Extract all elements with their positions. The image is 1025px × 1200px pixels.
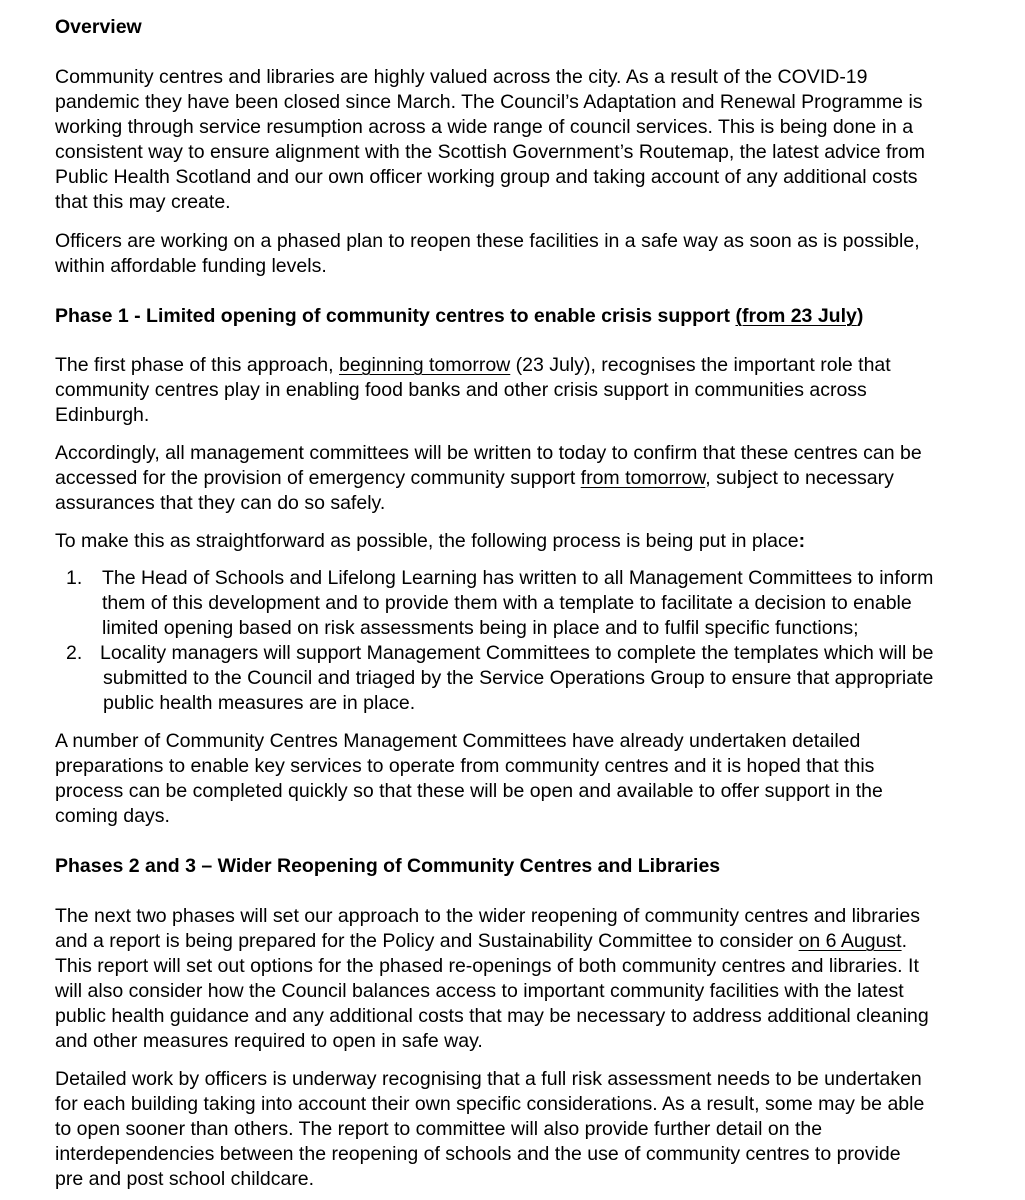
text-line: will also consider how the Council balances access to important community facilities with the latest (55, 980, 904, 1002)
text-line: pre and post school childcare. (55, 1168, 315, 1190)
text-line: that this may create. (55, 191, 231, 213)
text-line: process can be completed quickly so that these will be open and available to offer support in the (55, 780, 883, 802)
text-line: limited opening based on risk assessments being in place and to fulfil specific functions; (102, 617, 859, 639)
overview-paragraph-1 (55, 65, 985, 215)
heading-line (55, 304, 985, 329)
colon: : (798, 530, 806, 552)
phase23-heading-text: Phases 2 and 3 – Wider Reopening of Community Centres and Libraries (55, 855, 721, 877)
phase1-paragraph-2 (55, 441, 985, 516)
overview-heading (55, 15, 985, 40)
phase1-paragraph-4 (55, 729, 985, 829)
text-line: Public Health Scotland and our own officer working group and taking account of any additional costs (55, 166, 918, 188)
text-span: (23 July), recognises the important role that (510, 354, 891, 376)
text-line: and other measures required to open in safe way. (55, 1030, 483, 1052)
text-span: , subject to necessary (705, 467, 894, 489)
text-line: Accordingly, all management committees will be written to today to confirm that these centres can be (55, 442, 922, 464)
text-line: Detailed work by officers is underway recognising that a full risk assessment needs to be undertaken (55, 1068, 922, 1090)
phase1-paragraph-3 (55, 529, 985, 554)
text-line (55, 929, 985, 954)
text-line: A number of Community Centres Management Committees have already undertaken detailed (55, 730, 861, 752)
text-line: within affordable funding levels. (55, 255, 327, 277)
text-line: for each building taking into account their own specific considerations. As a result, some may be able (55, 1093, 925, 1115)
text-line: them of this development and to provide them with a template to facilitate a decision to enable (102, 592, 912, 614)
text-line (55, 529, 985, 554)
text-line: public health guidance and any additional costs that may be necessary to address additional cleaning (55, 1005, 929, 1027)
list-item (55, 641, 985, 716)
underlined-text: from tomorrow (580, 467, 706, 489)
phase1-paragraph-1 (55, 353, 985, 428)
phase1-heading (55, 304, 985, 329)
text-line: Locality managers will support Management Committees to complete the templates which will be (100, 642, 934, 664)
text-span: To make this as straightforward as possible, the following process is being put in place (55, 530, 799, 552)
text-line (55, 353, 985, 378)
overview-heading-text: Overview (55, 16, 142, 38)
text-line: Edinburgh. (55, 404, 150, 426)
text-line: interdependencies between the reopening of schools and the use of community centres to provide (55, 1143, 901, 1165)
text-span: . (901, 930, 908, 952)
text-line: Officers are working on a phased plan to reopen these facilities in a safe way as soon as is possible, (55, 230, 920, 252)
text-line: preparations to enable key services to operate from community centres and it is hoped that this (55, 755, 875, 777)
text-line: The Head of Schools and Lifelong Learning has written to all Management Committees to inform (102, 567, 934, 589)
phase23-paragraph-1 (55, 904, 985, 1054)
text-line: to open sooner than others. The report to committee will also provide further detail on the (55, 1118, 823, 1140)
heading-text: ) (856, 305, 864, 327)
list-number: 2. (66, 642, 83, 664)
text-line: The next two phases will set our approach to the wider reopening of community centres and libraries (55, 905, 920, 927)
list-item (55, 566, 985, 641)
text-line: public health measures are in place. (103, 692, 416, 714)
phase23-heading (55, 854, 985, 879)
text-line: coming days. (55, 805, 170, 827)
underlined-text: on 6 August (798, 930, 902, 952)
text-line: This report will set out options for the phased re-openings of both community centres and libraries. It (55, 955, 919, 977)
text-line: pandemic they have been closed since March. The Council’s Adaptation and Renewal Programme is (55, 91, 923, 113)
text-line: Community centres and libraries are highly valued across the city. As a result of the COVID-19 (55, 66, 868, 88)
heading-date-underlined: (from 23 July (735, 305, 857, 327)
text-span: accessed for the provision of emergency community support (55, 467, 581, 489)
list-item-text (102, 566, 982, 641)
underlined-text: beginning tomorrow (339, 354, 511, 376)
text-line: community centres play in enabling food banks and other crisis support in communities across (55, 379, 867, 401)
overview-paragraph-2 (55, 229, 985, 279)
text-line: assurances that they can do so safely. (55, 492, 386, 514)
text-line (55, 466, 985, 491)
list-number: 1. (66, 567, 83, 589)
text-span: The first phase of this approach, (55, 354, 339, 376)
text-span: and a report is being prepared for the Policy and Sustainability Committee to consider (55, 930, 799, 952)
list-item-text (100, 641, 980, 716)
phase23-paragraph-2 (55, 1067, 985, 1192)
text-line: submitted to the Council and triaged by the Service Operations Group to ensure that appropriate (103, 667, 934, 689)
text-line: working through service resumption across a wide range of council services. This is being done in a (55, 116, 914, 138)
text-line: consistent way to ensure alignment with the Scottish Government’s Routemap, the latest advice from (55, 141, 925, 163)
heading-text: Phase 1 - Limited opening of community centres to enable crisis support (55, 305, 736, 327)
